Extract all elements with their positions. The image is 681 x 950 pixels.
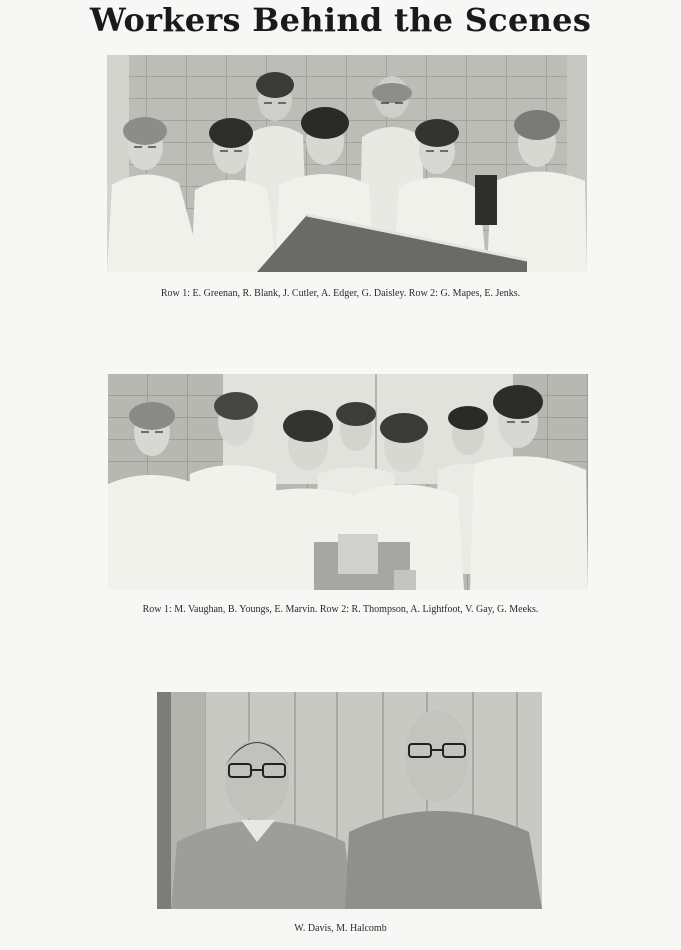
portrait-photo-two-men [157, 692, 542, 909]
group-photo-kitchen-staff-1 [107, 55, 587, 272]
group-photo-kitchen-staff-2 [108, 374, 588, 590]
photo-caption: W. Davis, M. Halcomb [294, 923, 387, 934]
photo-caption: Row 1: E. Greenan, R. Blank, J. Cutler, A. Edger, G. Daisley. Row 2: G. Mapes, E. Jenks. [160, 288, 521, 299]
photo-caption: Row 1: M. Vaughan, B. Youngs, E. Marvin. Row 2: R. Thompson, A. Lightfoot, V. Gay, G. Meeks. [142, 604, 539, 615]
page-title: Workers Behind the Scenes [89, 1, 592, 39]
